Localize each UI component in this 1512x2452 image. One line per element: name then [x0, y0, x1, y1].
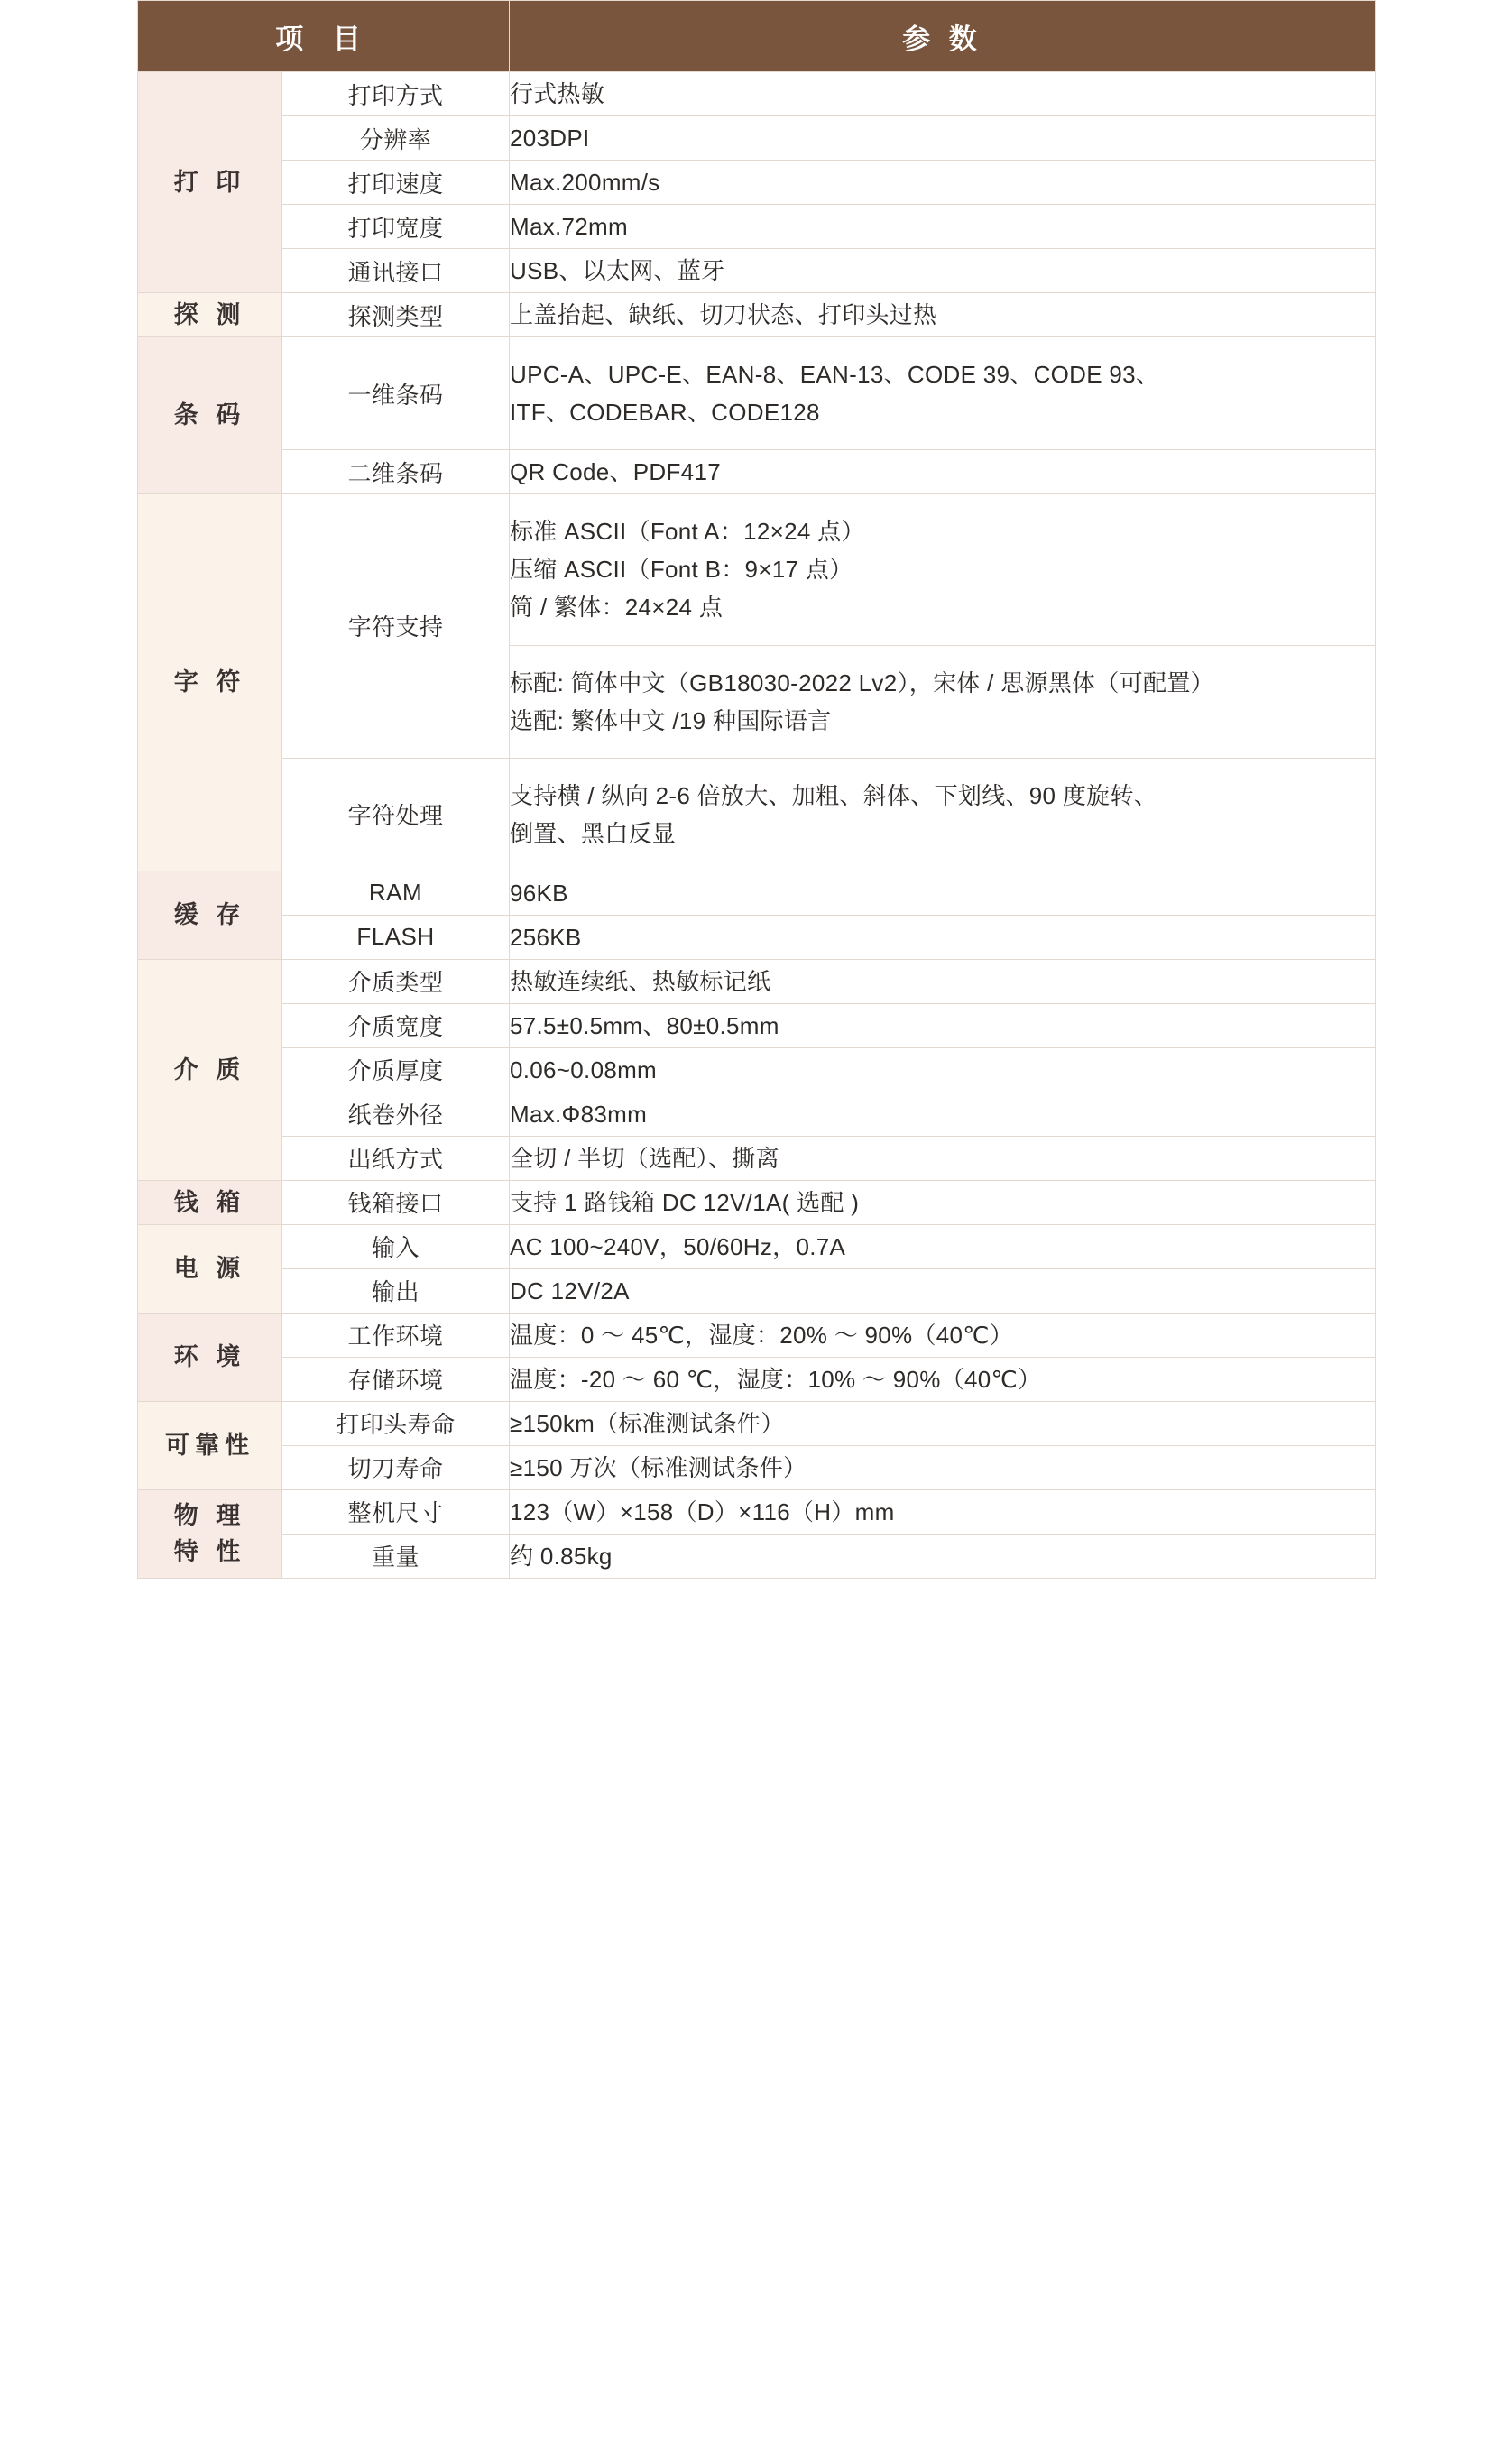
parameter-value: ≥150km（标准测试条件）: [510, 1401, 1376, 1445]
item-label: 纸卷外径: [282, 1092, 510, 1136]
item-label: 存储环境: [282, 1357, 510, 1401]
parameter-value: 123（W）×158（D）×116（H）mm: [510, 1489, 1376, 1534]
group-label: 介 质: [138, 959, 282, 1180]
table-row: [138, 1180, 1376, 1224]
header-item: 项 目: [138, 1, 510, 72]
parameter-value: DC 12V/2A: [510, 1268, 1376, 1313]
table-row: [138, 293, 1376, 337]
item-label: 字符支持: [282, 494, 510, 759]
group-label: 条 码: [138, 337, 282, 494]
table-row: [138, 1224, 1376, 1268]
parameter-value: 热敏连续纸、热敏标记纸: [510, 959, 1376, 1003]
parameter-value: 256KB: [510, 915, 1376, 959]
group-label: 打 印: [138, 72, 282, 293]
table-row: [138, 1357, 1376, 1401]
table-row: [138, 494, 1376, 645]
table-body: [138, 72, 1376, 1579]
item-label: 出纸方式: [282, 1136, 510, 1180]
item-label: 一维条码: [282, 337, 510, 450]
item-label: 打印速度: [282, 161, 510, 205]
table-row: [138, 72, 1376, 116]
table-row: [138, 959, 1376, 1003]
table-row: [138, 161, 1376, 205]
parameter-value: 96KB: [510, 871, 1376, 915]
item-label: 切刀寿命: [282, 1445, 510, 1489]
item-label: 介质厚度: [282, 1047, 510, 1092]
table-row: [138, 1401, 1376, 1445]
parameter-value: 0.06~0.08mm: [510, 1047, 1376, 1092]
item-label: 重量: [282, 1534, 510, 1578]
item-label: 介质宽度: [282, 1003, 510, 1047]
table-row: [138, 1092, 1376, 1136]
table-row: [138, 1445, 1376, 1489]
table-row: [138, 1136, 1376, 1180]
table-header: [138, 1, 1376, 72]
item-label: 二维条码: [282, 450, 510, 494]
parameter-value: Max.200mm/s: [510, 161, 1376, 205]
specification-table: [137, 0, 1376, 1579]
table-row: [138, 1003, 1376, 1047]
parameter-value: QR Code、PDF417: [510, 450, 1376, 494]
item-label: 打印方式: [282, 72, 510, 116]
item-label: 钱箱接口: [282, 1180, 510, 1224]
table-row: [138, 1268, 1376, 1313]
table-row: [138, 1313, 1376, 1357]
item-label: 输出: [282, 1268, 510, 1313]
table-header-row: [138, 1, 1376, 72]
table-row: [138, 205, 1376, 249]
table-row: [138, 337, 1376, 450]
group-label: 电 源: [138, 1224, 282, 1313]
item-label: 打印宽度: [282, 205, 510, 249]
table-row: [138, 915, 1376, 959]
parameter-value: 上盖抬起、缺纸、切刀状态、打印头过热: [510, 293, 1376, 337]
parameter-value: 57.5±0.5mm、80±0.5mm: [510, 1003, 1376, 1047]
table-row: [138, 249, 1376, 293]
parameter-value: Max.72mm: [510, 205, 1376, 249]
group-label: 探 测: [138, 293, 282, 337]
item-label: RAM: [282, 871, 510, 915]
parameter-value: 全切 / 半切（选配）、撕离: [510, 1136, 1376, 1180]
parameter-value: 标配: 简体中文（GB18030-2022 Lv2），宋体 / 思源黑体（可配置） 选配: 繁体中文 /19 种国际语言: [510, 645, 1376, 758]
table-row: [138, 1047, 1376, 1092]
parameter-value: 约 0.85kg: [510, 1534, 1376, 1578]
item-label: 通讯接口: [282, 249, 510, 293]
item-label: 工作环境: [282, 1313, 510, 1357]
parameter-value: 支持 1 路钱箱 DC 12V/1A( 选配 ): [510, 1180, 1376, 1224]
parameter-value: ≥150 万次（标准测试条件）: [510, 1445, 1376, 1489]
group-label: 可靠性: [138, 1401, 282, 1489]
item-label: 打印头寿命: [282, 1401, 510, 1445]
parameter-value: 温度：0 ～ 45℃，湿度：20% ～ 90%（40℃）: [510, 1313, 1376, 1357]
parameter-value: Max.Φ83mm: [510, 1092, 1376, 1136]
parameter-value: USB、以太网、蓝牙: [510, 249, 1376, 293]
group-label: 环 境: [138, 1313, 282, 1401]
item-label: FLASH: [282, 915, 510, 959]
item-label: 字符处理: [282, 758, 510, 871]
item-label: 探测类型: [282, 293, 510, 337]
item-label: 输入: [282, 1224, 510, 1268]
parameter-value: UPC-A、UPC-E、EAN-8、EAN-13、CODE 39、CODE 93、 ITF、CODEBAR、CODE128: [510, 337, 1376, 450]
group-label: 钱 箱: [138, 1180, 282, 1224]
table-row: [138, 116, 1376, 161]
table-row: [138, 450, 1376, 494]
parameter-value: AC 100~240V，50/60Hz，0.7A: [510, 1224, 1376, 1268]
parameter-value: 温度：-20 ～ 60 ℃，湿度：10% ～ 90%（40℃）: [510, 1357, 1376, 1401]
group-label: 物 理 特 性: [138, 1489, 282, 1578]
item-label: 整机尺寸: [282, 1489, 510, 1534]
parameter-value: 支持横 / 纵向 2-6 倍放大、加粗、斜体、下划线、90 度旋转、 倒置、黑白反显: [510, 758, 1376, 871]
item-label: 介质类型: [282, 959, 510, 1003]
item-label: 分辨率: [282, 116, 510, 161]
parameter-value: 标准 ASCII（Font A：12×24 点） 压缩 ASCII（Font B：9×17 点） 简 / 繁体：24×24 点: [510, 494, 1376, 645]
group-label: 字 符: [138, 494, 282, 871]
group-label: 缓 存: [138, 871, 282, 959]
parameter-value: 203DPI: [510, 116, 1376, 161]
table-row: [138, 1489, 1376, 1534]
header-parameter: 参 数: [510, 1, 1376, 72]
table-row: [138, 871, 1376, 915]
table-row: [138, 1534, 1376, 1578]
parameter-value: 行式热敏: [510, 72, 1376, 116]
table-row: [138, 758, 1376, 871]
